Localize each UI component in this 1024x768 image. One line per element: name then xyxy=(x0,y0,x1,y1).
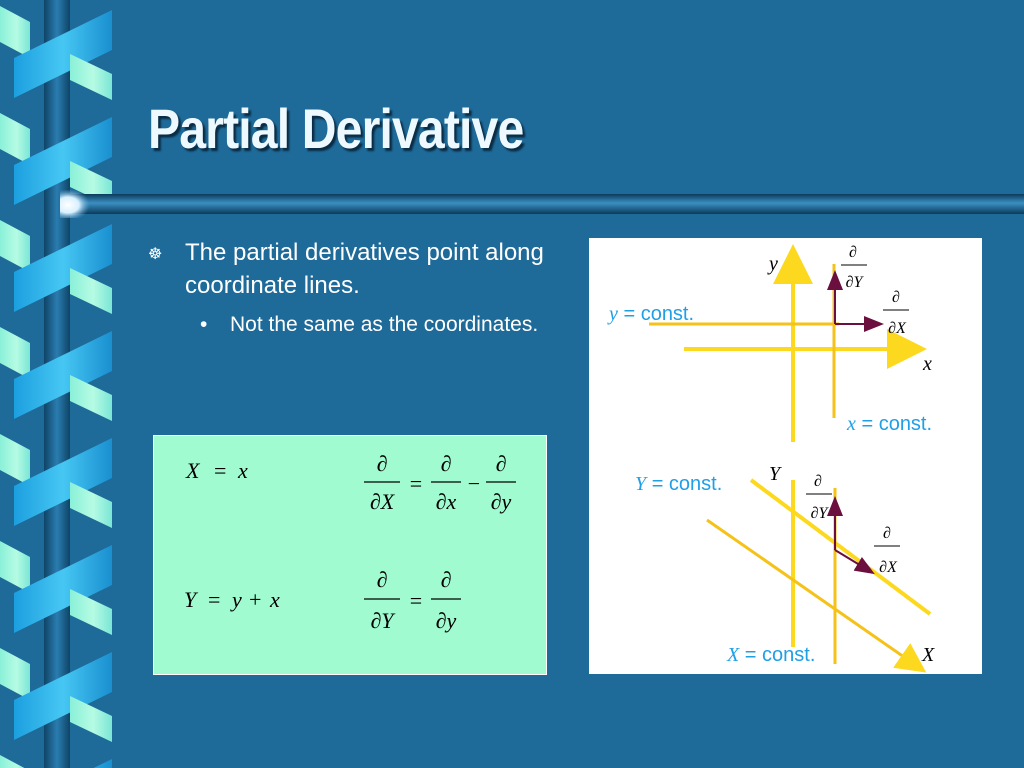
sub-bullet-item xyxy=(148,310,568,340)
eq-symbol: ∂ xyxy=(440,567,452,592)
eq-symbol: X xyxy=(186,458,200,483)
eq-symbol: − xyxy=(467,471,481,496)
eq-symbol: ∂ xyxy=(849,244,857,261)
x-const-label: x = const. xyxy=(847,413,933,435)
eq-symbol: ∂ xyxy=(892,289,900,306)
wheel-bullet-icon: ☸ xyxy=(148,246,163,263)
axis-label-y: y xyxy=(769,253,778,275)
coordinate-diagram xyxy=(589,238,982,674)
eq-symbol: ∂y xyxy=(490,489,512,514)
derivative-Y xyxy=(364,567,461,633)
eq-symbol: ∂X xyxy=(369,489,395,514)
eq-symbol: = xyxy=(409,588,423,613)
bullet-list xyxy=(148,236,568,340)
dot-bullet-icon: • xyxy=(200,313,208,336)
eq-symbol: ∂X xyxy=(879,559,897,576)
formula-box xyxy=(153,435,547,675)
bullet-item xyxy=(148,236,568,302)
eq-symbol: ∂ xyxy=(495,451,507,476)
top-dY-label xyxy=(841,244,867,291)
bottom-dY-label xyxy=(806,473,832,522)
eq-symbol: ∂ xyxy=(883,525,891,542)
top-dX-label xyxy=(883,289,909,337)
bullet-text: The partial derivatives point along coordinate lines. xyxy=(185,239,544,299)
eq-symbol: + xyxy=(249,587,262,612)
eq-symbol: ∂y xyxy=(435,608,457,633)
equation-Y xyxy=(184,587,280,612)
slide-title: Partial Derivative xyxy=(148,97,524,160)
eq-symbol: Y xyxy=(184,587,197,612)
eq-symbol: = xyxy=(214,458,227,483)
eq-symbol: ∂ xyxy=(376,451,388,476)
eq-symbol: ∂ xyxy=(814,473,822,490)
Y-const-label: Y = const. xyxy=(635,473,723,495)
axis-label-X: X xyxy=(922,644,935,666)
X-const-label: X = const. xyxy=(727,644,816,666)
ribbon-decoration xyxy=(0,0,120,768)
eq-symbol: x xyxy=(270,587,280,612)
eq-symbol: ∂ xyxy=(440,451,452,476)
eq-symbol: ∂ xyxy=(376,567,388,592)
eq-symbol: = xyxy=(409,471,423,496)
derivative-X xyxy=(364,451,516,514)
eq-symbol: = xyxy=(208,587,221,612)
eq-symbol: ∂Y xyxy=(810,505,828,522)
eq-symbol: x xyxy=(238,458,248,483)
eq-symbol: ∂Y xyxy=(845,274,863,291)
eq-symbol: ∂x xyxy=(435,489,457,514)
eq-symbol: ∂Y xyxy=(370,608,394,633)
axis-label-Y: Y xyxy=(769,463,781,485)
equation-X xyxy=(185,458,248,483)
title-divider xyxy=(60,190,1024,218)
bottom-dX-label xyxy=(874,525,900,576)
eq-symbol: y xyxy=(232,587,242,612)
axis-label-x: x xyxy=(923,353,932,375)
y-const-label: y = const. xyxy=(609,303,695,325)
eq-symbol: ∂X xyxy=(888,320,906,337)
sub-bullet-text: Not the same as the coordinates. xyxy=(230,313,539,336)
